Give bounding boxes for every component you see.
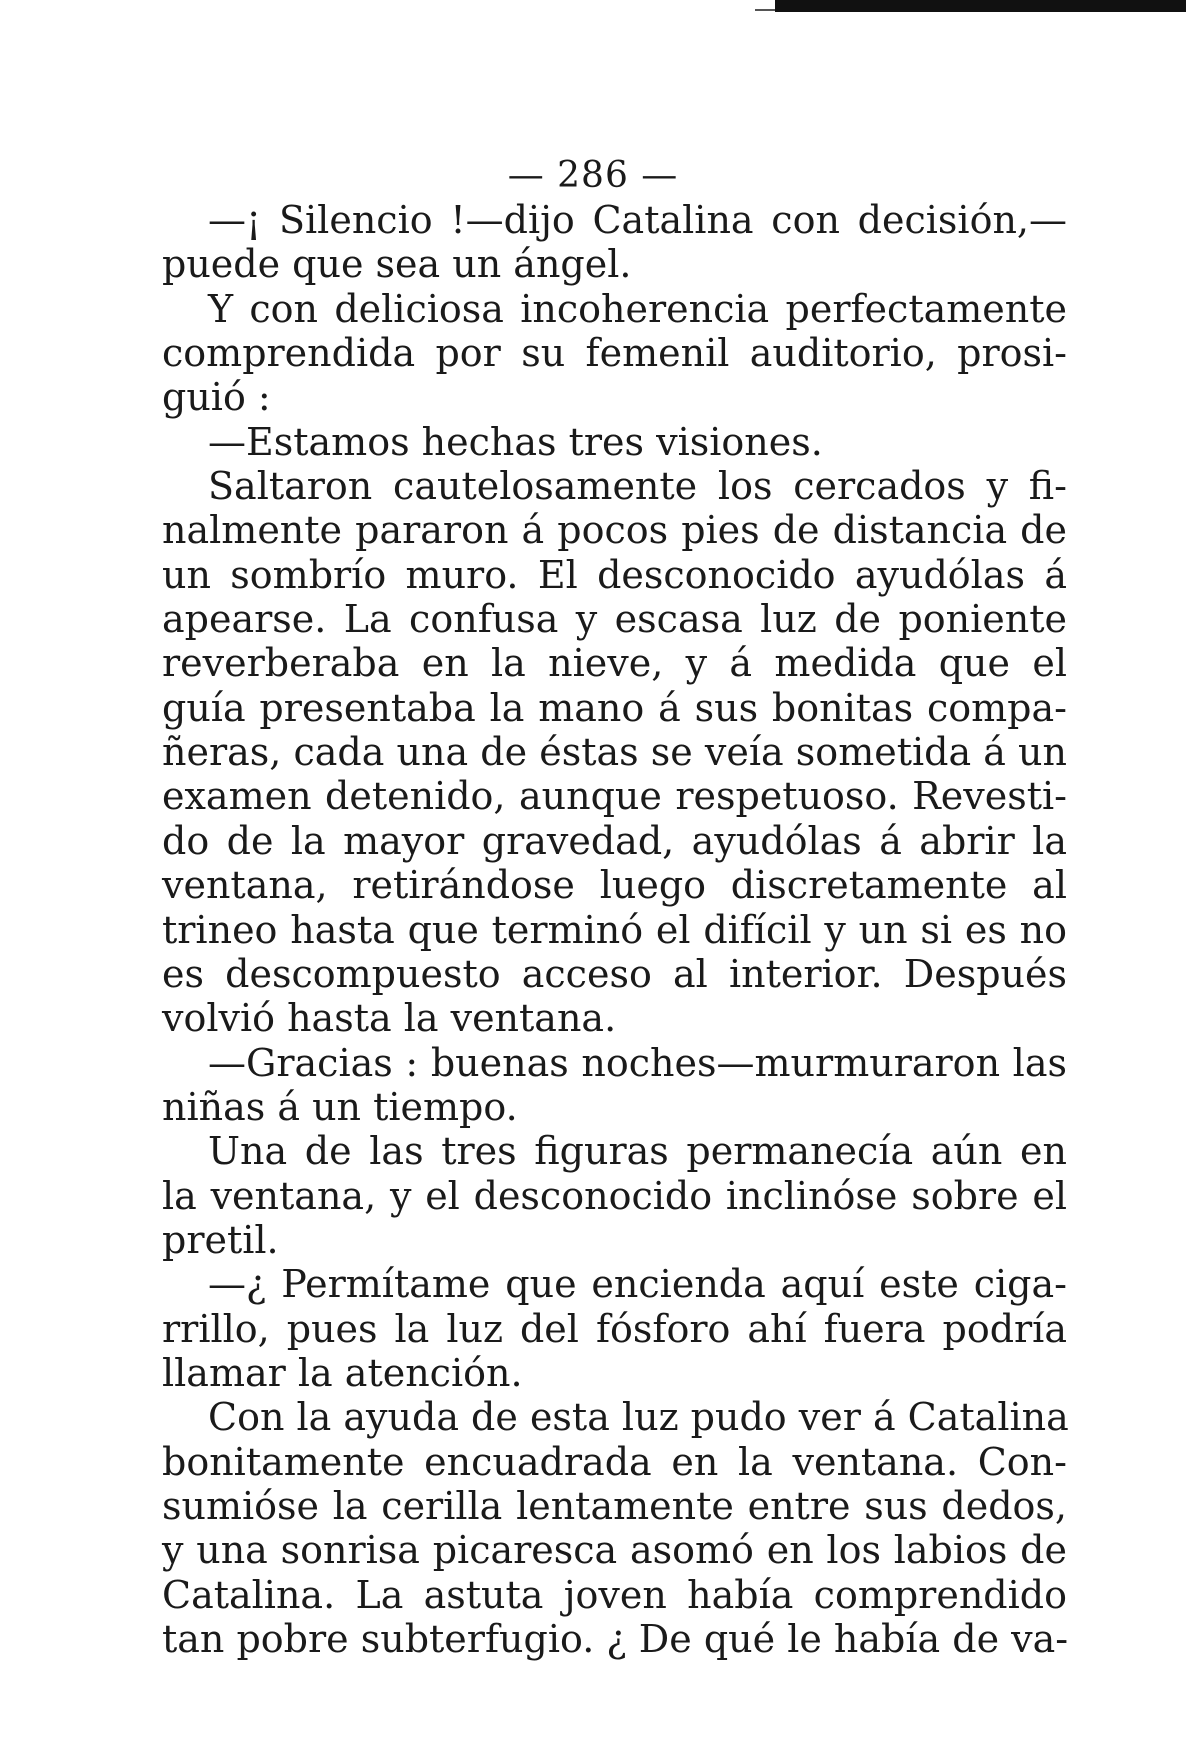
text-line: tan pobre subterfugio. ¿ De qué le había de va-	[162, 1617, 1069, 1661]
text-line: Saltaron cautelosamente los cercados y fi-	[208, 464, 1067, 509]
text-line: niñas á un tiempo.	[162, 1084, 518, 1129]
text-line: —Estamos hechas tres visiones.	[208, 419, 823, 464]
text-line: trineo hasta que terminó el difícil y un si es no	[162, 907, 1067, 952]
text-line: do de la mayor gravedad, ayudólas á abrir la	[162, 818, 1067, 863]
text-line: ñeras, cada una de éstas se veía sometida á un	[162, 730, 1067, 775]
text-line: y una sonrisa picaresca asomó en los labios de	[162, 1528, 1067, 1573]
text-line: guió :	[162, 375, 271, 420]
text-line: puede que sea un ángel.	[162, 242, 632, 287]
text-line: reverberaba en la nieve, y á medida que el	[162, 641, 1067, 686]
text-line: Catalina. La astuta joven había comprendido	[162, 1572, 1067, 1617]
text-line: la ventana, y el desconocido inclinóse sobre el	[162, 1173, 1067, 1218]
text-line: Y con deliciosa incoherencia perfectamente	[208, 286, 1067, 331]
text-line: —¡ Silencio !—dijo Catalina con decisión,—	[208, 198, 1067, 242]
text-line: llamar la atención.	[162, 1350, 523, 1395]
top-rule	[775, 0, 1186, 12]
text-line: examen detenido, aunque respetuoso. Revesti-	[162, 774, 1067, 819]
text-line: comprendida por su femenil auditorio, prosi-	[162, 331, 1067, 376]
text-line: bonitamente encuadrada en la ventana. Con-	[162, 1439, 1067, 1484]
text-line: apearse. La confusa y escasa luz de poniente	[162, 597, 1067, 642]
text-line: rrillo, pues la luz del fósforo ahí fuera podría	[162, 1306, 1067, 1351]
body-text	[162, 198, 1067, 1661]
text-line: guía presentaba la mano á sus bonitas compa-	[162, 685, 1067, 730]
text-line: nalmente pararon á pocos pies de distancia de	[162, 508, 1067, 553]
text-line: —Gracias : buenas noches—murmuraron las	[208, 1040, 1067, 1085]
text-line: un sombrío muro. El desconocido ayudólas á	[162, 552, 1067, 597]
text-line: pretil.	[162, 1217, 279, 1262]
text-line: sumióse la cerilla lentamente entre sus dedos,	[162, 1483, 1067, 1528]
page-number: — 286 —	[507, 155, 679, 196]
text-line: Con la ayuda de esta luz pudo ver á Catalina	[208, 1395, 1069, 1440]
text-line: volvió hasta la ventana.	[162, 996, 617, 1041]
text-line: —¿ Permítame que encienda aquí este ciga-	[208, 1262, 1067, 1307]
text-line: es descompuesto acceso al interior. Después	[162, 951, 1067, 996]
text-line: Una de las tres figuras permanecía aún en	[208, 1129, 1067, 1174]
text-line: ventana, retirándose luego discretamente al	[162, 863, 1067, 908]
